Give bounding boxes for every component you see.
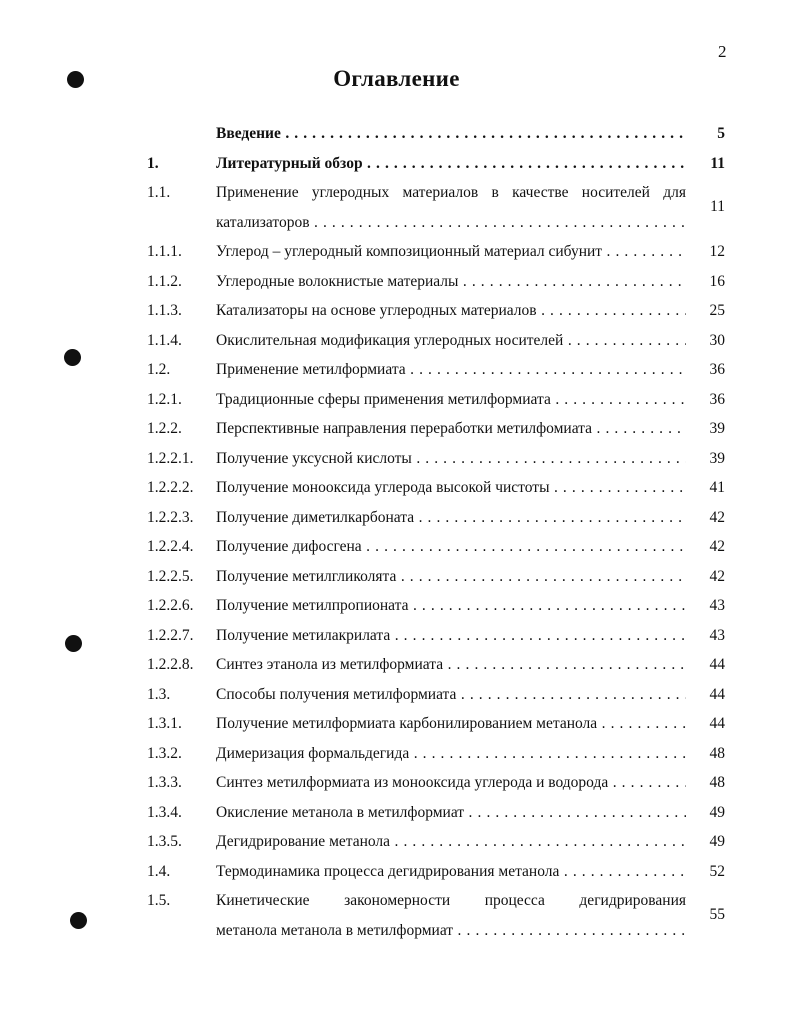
toc-entry-title: [216, 597, 686, 614]
toc-entry-number: 1.2.2.7.: [147, 626, 194, 644]
toc-entry-leader-text: Литературный обзор . . .: [216, 155, 686, 172]
toc-entry-page: 41: [709, 479, 725, 496]
toc-entry-number: 1.1.3.: [147, 302, 182, 319]
toc-entry-title: [216, 420, 686, 437]
toc-entry-title: [216, 568, 686, 585]
toc-entry-number: 1.2.2.8.: [147, 656, 194, 673]
toc-entry: [145, 798, 725, 828]
toc-entry: [145, 650, 725, 680]
toc-entry-title: [216, 361, 686, 378]
toc-entry-number: 1.2.2.: [147, 420, 182, 437]
toc-entry-number: 1.2.1.: [147, 390, 182, 408]
toc-entry-leader-text: Способы получения метилформиата . . .: [216, 686, 686, 703]
toc-entry-leader-text: Получение метилформиата карбонилированием метанола . . .: [216, 715, 686, 732]
toc-entry-title: [216, 273, 686, 290]
toc-entry-number: 1.3.3.: [147, 774, 182, 791]
toc-entry-title: [216, 450, 686, 467]
toc-entry-page: 44: [709, 715, 725, 732]
toc-entry: [145, 562, 725, 592]
toc-entry-leader-text: Углерод – углеродный композиционный материал сибунит . . .: [216, 243, 686, 260]
toc-entry-page: 42: [709, 508, 725, 526]
toc-entry: [145, 709, 725, 739]
toc-entry-number: 1.3.4.: [147, 803, 182, 821]
toc-entry-number: 1.2.: [147, 361, 171, 378]
toc-entry-title: [216, 479, 686, 496]
toc-entry: [145, 532, 725, 562]
toc-entry-title: [216, 686, 686, 703]
toc-entry-page: 43: [709, 626, 725, 644]
toc-entry-number: 1.3.2.: [147, 744, 182, 762]
toc-entry: [145, 119, 725, 149]
toc-entry: [145, 503, 725, 533]
toc-entry-title: [216, 804, 686, 821]
toc-entry-leader-text: Димеризация формальдегида . . .: [216, 745, 686, 762]
toc-entry-title: [216, 774, 686, 791]
toc-entry-title: [216, 745, 686, 762]
toc-entry-leader-text: Термодинамика процесса дегидрирования метанола . . .: [216, 863, 686, 880]
toc-entry-page: 30: [709, 331, 725, 349]
toc-entry-leader-text: Окислительная модификация углеродных носителей . . .: [216, 332, 686, 349]
toc-entry: [145, 237, 725, 267]
toc-entry-number: 1.2.2.5.: [147, 567, 194, 585]
toc-entry-leader-text: Окисление метанола в метилформиат . . .: [216, 804, 686, 821]
toc-entry-page: 25: [709, 302, 725, 319]
toc-entry: [145, 680, 725, 710]
toc-entry: [145, 591, 725, 621]
toc-entry: [145, 178, 725, 237]
toc-entry-page: 44: [709, 656, 725, 673]
punch-hole-4: [70, 912, 87, 929]
toc-entry: [145, 621, 725, 651]
toc-entry-number: 1.1.2.: [147, 272, 182, 290]
toc-entry-title: [216, 715, 686, 732]
toc-entry-page: 49: [709, 803, 725, 821]
toc-entry-page: 36: [709, 390, 725, 408]
toc-entry-page: 55: [709, 906, 725, 923]
toc-entry-leader-text: Получение метилгликолята . . .: [216, 568, 686, 585]
toc-entry-leader-text: Перспективные направления переработки метилфомиата . . .: [216, 420, 686, 437]
toc-entry-title: [216, 125, 686, 142]
punch-hole-3: [65, 635, 82, 652]
toc-entry-leader-text: Синтез метилформиата из монооксида углерода и водорода . . .: [216, 774, 686, 791]
table-of-contents: [145, 119, 725, 945]
toc-entry-page: 52: [709, 862, 725, 880]
toc-entry-page: 42: [709, 567, 725, 585]
toc-entry-title: [216, 391, 686, 408]
toc-entry-title: [216, 833, 686, 850]
toc-entry-page: 49: [709, 833, 725, 850]
toc-entry-leader-text: Катализаторы на основе углеродных материалов . . .: [216, 302, 686, 319]
toc-entry-leader-text: Введение . . .: [216, 125, 686, 142]
toc-entry-page: 36: [709, 361, 725, 378]
toc-entry: [145, 296, 725, 326]
toc-entry-title: [216, 892, 686, 951]
toc-entry: [145, 414, 725, 444]
toc-entry-leader-text: Получение метилпропионата . . .: [216, 597, 686, 614]
toc-entry-page: 12: [709, 243, 725, 260]
toc-entry-leader-text: Дегидрирование метанола . . .: [216, 833, 686, 850]
toc-entry-title: [216, 627, 686, 644]
toc-entry: [145, 355, 725, 385]
toc-entry: [145, 385, 725, 415]
punch-hole-2: [64, 349, 81, 366]
toc-entry-title-line1: Применение углеродных материалов в качестве носителей для: [216, 184, 686, 201]
page-number: 2: [718, 42, 727, 61]
toc-entry-number: 1.2.2.3.: [147, 508, 194, 526]
toc-entry-title: [216, 509, 686, 526]
toc-entry-page: 44: [709, 685, 725, 703]
toc-entry: [145, 739, 725, 769]
toc-entry-number: 1.2.2.2.: [147, 479, 194, 496]
toc-entry-page: 48: [709, 774, 725, 791]
toc-entry: [145, 857, 725, 887]
page-title: Оглавление: [333, 66, 460, 91]
toc-entry-title: [216, 538, 686, 555]
toc-entry-title: [216, 302, 686, 319]
toc-entry-leader-text: Получение диметилкарбоната . . .: [216, 509, 686, 526]
toc-entry: [145, 267, 725, 297]
toc-entry-number: 1.5.: [147, 892, 171, 909]
toc-entry-number: 1.3.5.: [147, 833, 182, 850]
toc-entry-leader-text: Получение дифосгена . . .: [216, 538, 686, 555]
toc-entry-page: 16: [709, 272, 725, 290]
toc-entry-page: 39: [709, 420, 725, 437]
toc-entry-number: 1.: [147, 154, 159, 172]
toc-entry-number: 1.3.1.: [147, 715, 182, 732]
toc-entry-leader-text: Получение метилакрилата . . .: [216, 627, 686, 644]
toc-entry-leader-text: метанола метанола в метилформиат . . .: [216, 922, 686, 939]
toc-entry-number: 1.2.2.4.: [147, 538, 194, 555]
toc-entry-title: [216, 863, 686, 880]
toc-entry-page: 42: [709, 538, 725, 555]
toc-entry-leader-text: Получение монооксида углерода высокой чистоты . . .: [216, 479, 686, 496]
toc-entry: [145, 149, 725, 179]
toc-entry-page: 43: [709, 597, 725, 614]
toc-entry-title: [216, 155, 686, 172]
toc-entry-number: 1.1.1.: [147, 243, 182, 260]
toc-entry-title: [216, 243, 686, 260]
toc-entry-leader-text: катализаторов . . .: [216, 214, 686, 231]
toc-entry: [145, 886, 725, 945]
toc-entry: [145, 473, 725, 503]
toc-entry-leader-text: Синтез этанола из метилформиата . . .: [216, 656, 686, 673]
toc-entry-page: 11: [710, 198, 725, 215]
toc-entry-title-line2: [216, 922, 686, 952]
toc-entry-number: 1.3.: [147, 685, 171, 703]
toc-entry-title: [216, 332, 686, 349]
toc-entry-leader-text: Получение уксусной кислоты . . .: [216, 450, 686, 467]
toc-entry-number: 1.1.: [147, 184, 171, 201]
toc-entry: [145, 827, 725, 857]
punch-hole-1: [67, 71, 84, 88]
toc-entry-number: 1.4.: [147, 862, 171, 880]
toc-entry: [145, 326, 725, 356]
toc-entry-title: [216, 656, 686, 673]
toc-entry-page: 39: [709, 449, 725, 467]
toc-entry-page: 11: [710, 154, 725, 172]
toc-entry-leader-text: Традиционные сферы применения метилформиата . . .: [216, 391, 686, 408]
toc-entry-title: [216, 184, 686, 243]
toc-entry: [145, 768, 725, 798]
toc-entry-number: 1.1.4.: [147, 331, 182, 349]
toc-entry-page: 5: [717, 125, 725, 142]
toc-entry-page: 48: [709, 744, 725, 762]
toc-entry-leader-text: Углеродные волокнистые материалы . . .: [216, 273, 686, 290]
toc-entry: [145, 444, 725, 474]
toc-entry-number: 1.2.2.1.: [147, 449, 194, 467]
toc-entry-number: 1.2.2.6.: [147, 597, 194, 614]
toc-entry-leader-text: Применение метилформиата . . .: [216, 361, 686, 378]
toc-entry-title-line1: Кинетические закономерности процесса дегидрирования: [216, 892, 686, 909]
